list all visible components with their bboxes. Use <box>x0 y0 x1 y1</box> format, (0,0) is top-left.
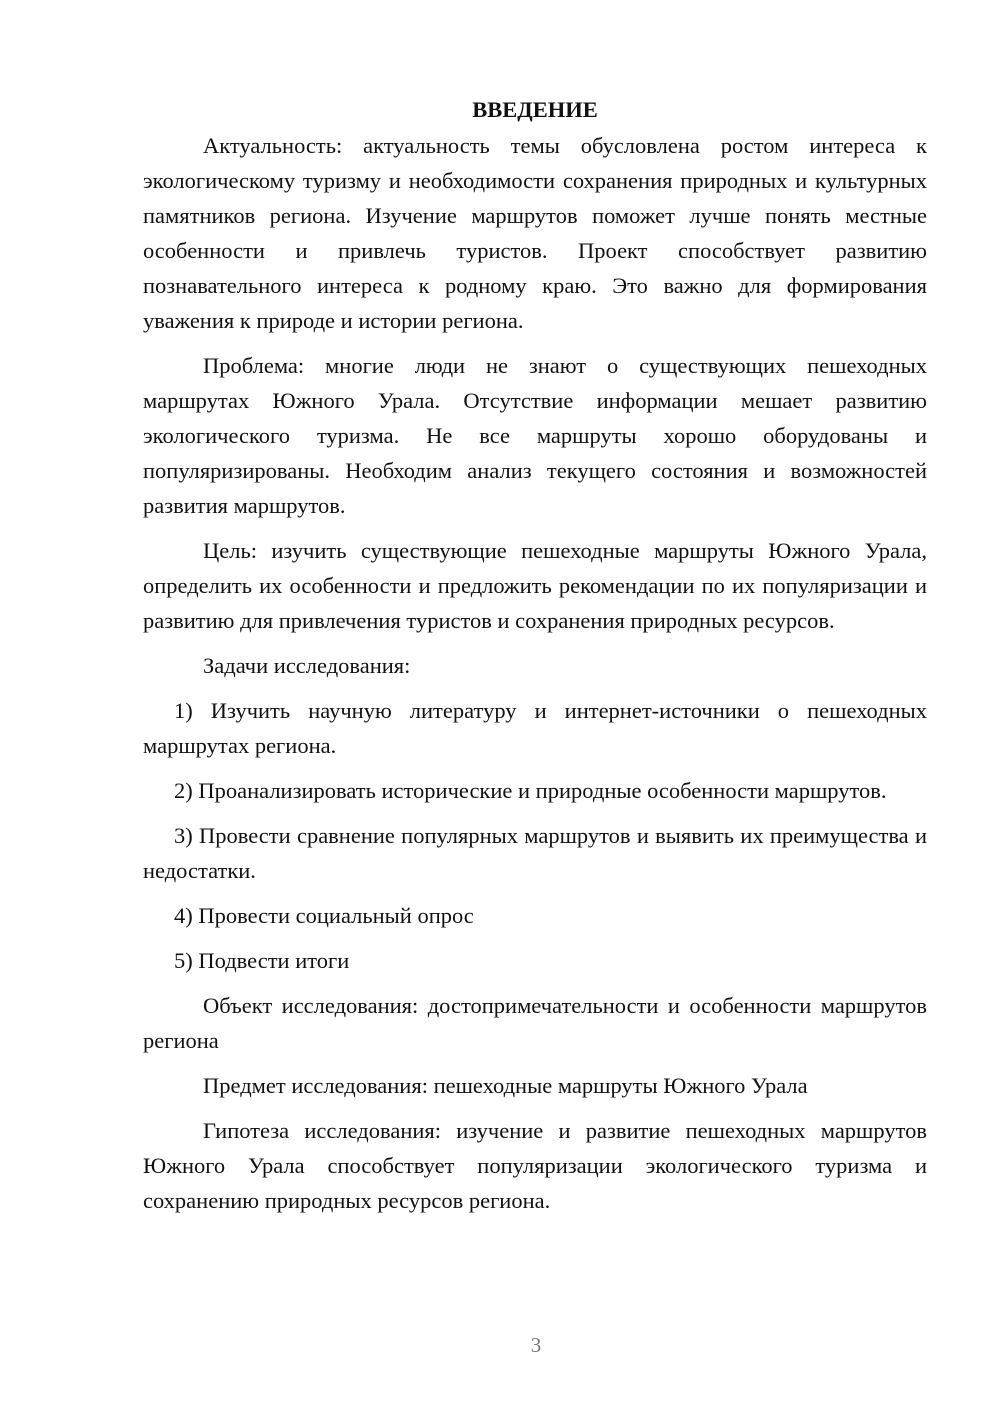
problem-paragraph: Проблема: многие люди не знают о существующих пешеходных маршрутах Южного Урала. Отсутствие информации мешает развитию экологического туризма. Не все маршруты хорошо оборудованы и популяризированы. Необходим анализ текущего состояния и возможностей развития маршрутов. <box>143 353 927 518</box>
object-paragraph: Объект исследования: достопримечательности и особенности маршрутов региона <box>143 993 927 1053</box>
task-item-4: 4) Провести социальный опрос <box>174 903 474 928</box>
subject-paragraph: Предмет исследования: пешеходные маршруты Южного Урала <box>203 1073 808 1098</box>
hypothesis-paragraph: Гипотеза исследования: изучение и развитие пешеходных маршрутов Южного Урала способствует популяризации экологического туризма и сохранению природных ресурсов региона. <box>143 1118 927 1213</box>
task-item-1: 1) Изучить научную литературу и интернет-источники о пешеходных маршрутах региона. <box>143 698 927 758</box>
goal-paragraph: Цель: изучить существующие пешеходные маршруты Южного Урала, определить их особенности и предложить рекомендации по их популяризации и развитию для привлечения туристов и сохранения природных ресурсов. <box>143 538 927 633</box>
task-item-3: 3) Провести сравнение популярных маршрутов и выявить их преимущества и недостатки. <box>143 823 927 883</box>
page-number: 3 <box>530 1333 542 1357</box>
task-item-2: 2) Проанализировать исторические и природные особенности маршрутов. <box>174 778 887 803</box>
task-item-5: 5) Подвести итоги <box>174 948 350 973</box>
tasks-heading: Задачи исследования: <box>203 653 411 678</box>
relevance-paragraph: Актуальность: актуальность темы обусловлена ростом интереса к экологическому туризму и необходимости сохранения природных и культурных памятников региона. Изучение маршрутов поможет лучше понять местные особенности и привлечь туристов. Проект способствует развитию познавательного интереса к родному краю. Это важно для формирования уважения к природе и истории региона. <box>143 133 927 333</box>
page-title: ВВЕДЕНИЕ <box>472 97 598 122</box>
document-body <box>143 92 927 1218</box>
